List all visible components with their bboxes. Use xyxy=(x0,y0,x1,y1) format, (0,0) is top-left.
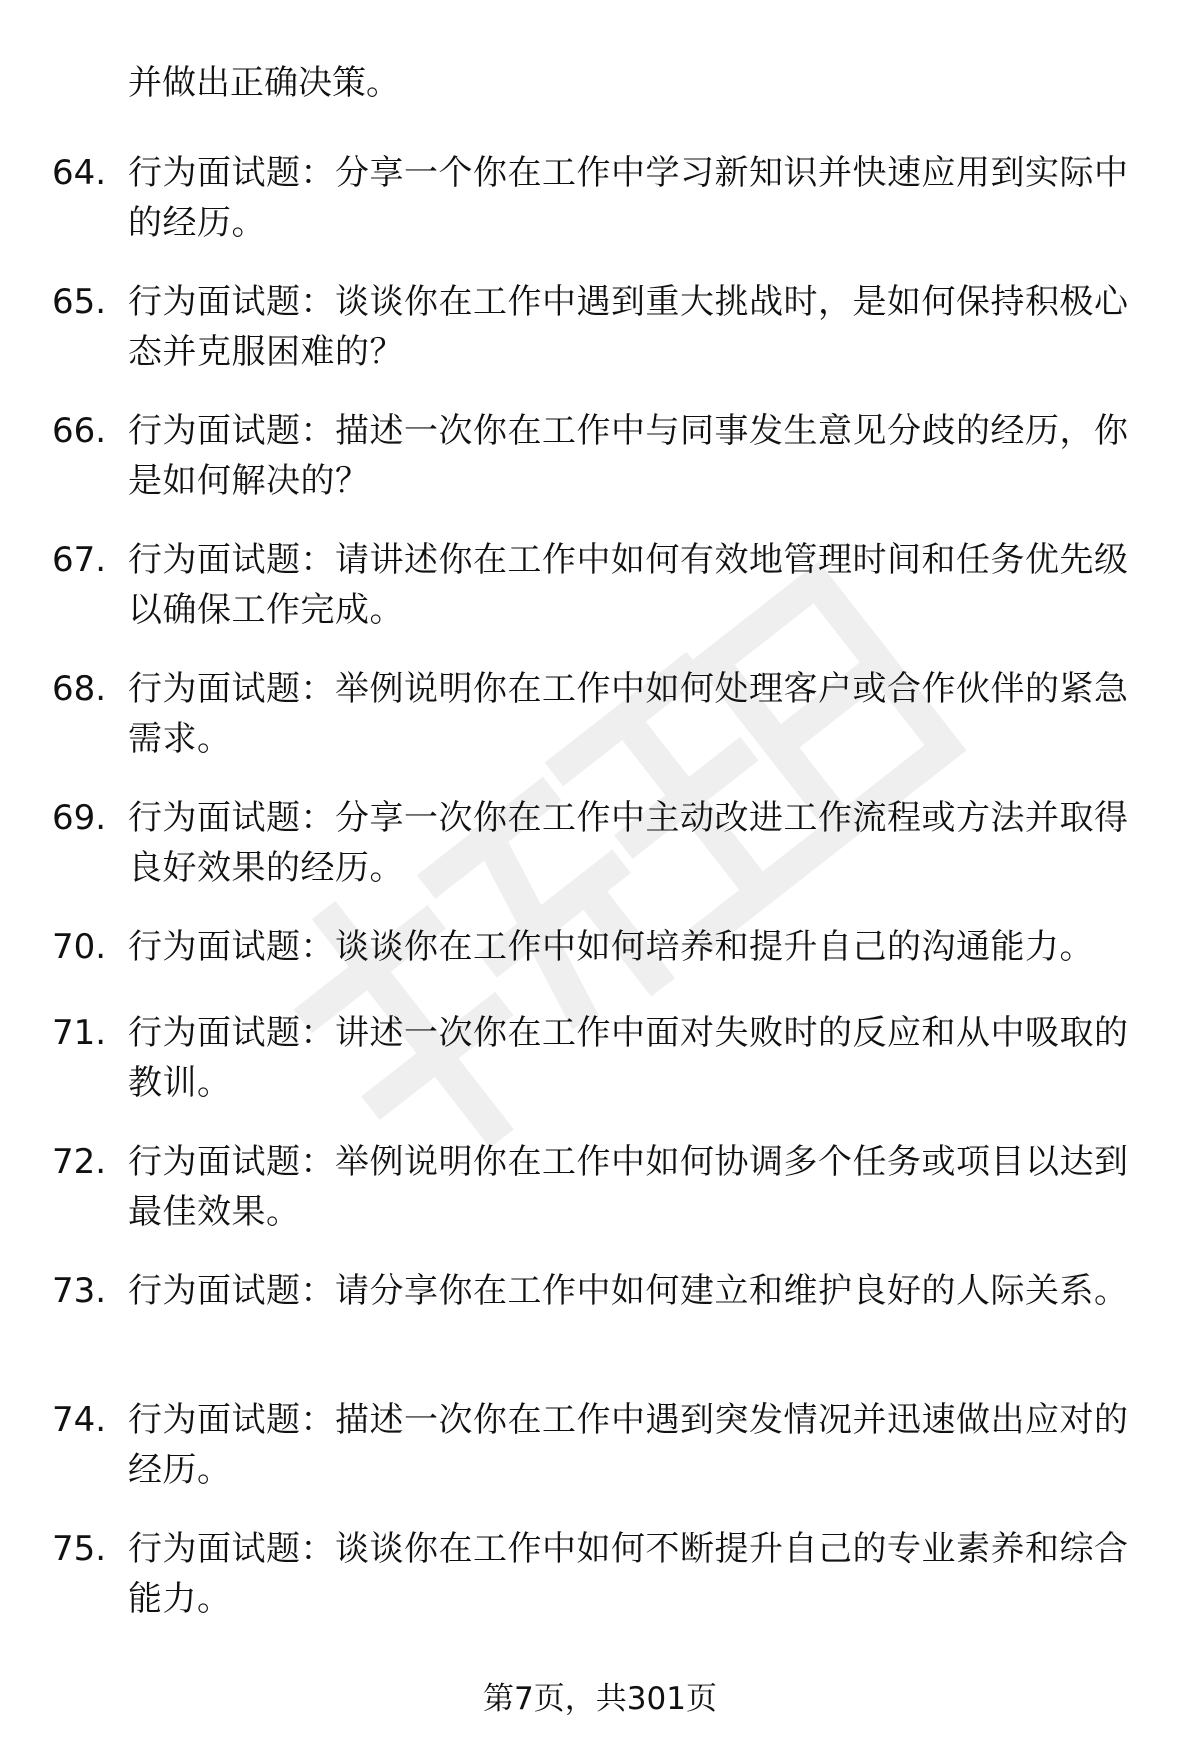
question-text: 行为面试题：请分享你在工作中如何建立和维护良好的人际关系。 xyxy=(128,1271,1129,1311)
question-item-66 xyxy=(0,406,1200,535)
question-text: 行为面试题：谈谈你在工作中如何培养和提升自己的沟通能力。 xyxy=(128,927,1094,967)
question-item-65 xyxy=(0,277,1200,406)
question-number: 68. xyxy=(52,669,107,709)
question-item-70 xyxy=(0,922,1200,1008)
question-number: 65. xyxy=(52,282,107,322)
question-item-71 xyxy=(0,1008,1200,1137)
question-text: 行为面试题：分享一个你在工作中学习新知识并快速应用到实际中的经历。 xyxy=(128,153,1129,243)
question-number: 75. xyxy=(52,1529,107,1569)
question-number: 70. xyxy=(52,927,107,967)
question-item-67 xyxy=(0,535,1200,664)
page-footer: 第7页，共301页 xyxy=(483,1681,717,1717)
carry-over-line: 并做出正确决策。 xyxy=(128,63,400,103)
question-item-73 xyxy=(0,1266,1200,1395)
question-item-68 xyxy=(0,664,1200,793)
question-list xyxy=(0,148,1200,1653)
question-text: 行为面试题：描述一次你在工作中遇到突发情况并迅速做出应对的经历。 xyxy=(128,1400,1129,1490)
question-text: 行为面试题：谈谈你在工作中遇到重大挑战时，是如何保持积极心态并克服困难的？ xyxy=(128,282,1129,372)
question-text: 行为面试题：描述一次你在工作中与同事发生意见分歧的经历，你是如何解决的？ xyxy=(128,411,1129,501)
question-number: 72. xyxy=(52,1142,107,1182)
question-item-72 xyxy=(0,1137,1200,1266)
question-number: 69. xyxy=(52,798,107,838)
question-number: 74. xyxy=(52,1400,107,1440)
question-text: 行为面试题：请讲述你在工作中如何有效地管理时间和任务优先级以确保工作完成。 xyxy=(128,540,1129,630)
question-text: 行为面试题：举例说明你在工作中如何处理客户或合作伙伴的紧急需求。 xyxy=(128,669,1129,759)
question-item-64 xyxy=(0,148,1200,277)
question-text: 行为面试题：谈谈你在工作中如何不断提升自己的专业素养和综合能力。 xyxy=(128,1529,1129,1619)
question-text: 行为面试题：举例说明你在工作中如何协调多个任务或项目以达到最佳效果。 xyxy=(128,1142,1129,1232)
question-item-74 xyxy=(0,1395,1200,1524)
question-number: 64. xyxy=(52,153,107,193)
question-number: 66. xyxy=(52,411,107,451)
question-number: 71. xyxy=(52,1013,107,1053)
question-number: 73. xyxy=(52,1271,107,1311)
question-item-75 xyxy=(0,1524,1200,1653)
question-item-69 xyxy=(0,793,1200,922)
question-text: 行为面试题：讲述一次你在工作中面对失败时的反应和从中吸取的教训。 xyxy=(128,1013,1129,1103)
question-number: 67. xyxy=(52,540,107,580)
question-text: 行为面试题：分享一次你在工作中主动改进工作流程或方法并取得良好效果的经历。 xyxy=(128,798,1129,888)
